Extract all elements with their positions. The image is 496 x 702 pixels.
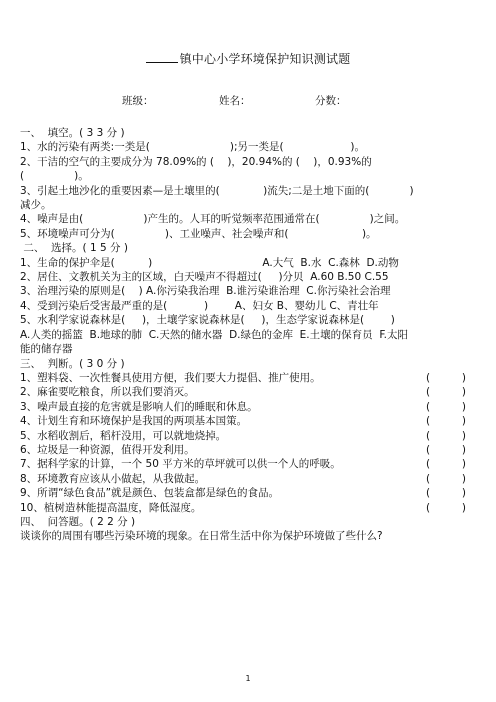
question-text: 2、居住、文教机关为主的区域，白天噪声不得超过( )分贝 A.60 B.50 C.55	[20, 271, 389, 284]
question-text: 2、干洁的空气的主要成分为 78.09%的 ( )，20.94%的 ( )，0.93%的	[20, 155, 372, 168]
statement-row	[20, 486, 480, 500]
worksheet-body	[20, 126, 480, 544]
question-text: 减少。	[20, 199, 52, 212]
statement-row	[20, 457, 480, 471]
statement-text: 8、环境教育应该从小做起，从我做起。	[20, 472, 206, 485]
name-label: 姓名：	[219, 95, 251, 107]
statement-text: 7、据科学家的计算，一个 50 平方米的草坪就可以供一个人的呼吸。	[20, 458, 341, 471]
statement-row	[20, 414, 480, 428]
statement-row	[20, 400, 480, 414]
statement-text: 2、麻雀要吃粮食，所以我们要消灭。	[20, 386, 195, 399]
section-heading: 一、 填空。( 3 3 分 )	[20, 127, 125, 139]
statement-text: 4、计划生育和环境保护是我国的两项基本国策。	[20, 415, 248, 428]
question-text: 5、环境噪声可分为( )、工业噪声、社会噪声和( )。	[20, 227, 377, 240]
question-text: 能的储存器	[20, 343, 73, 356]
score-label: 分数：	[315, 95, 347, 107]
statement-text: 9、所谓“绿色食品”就是颜色、包装盒都是绿色的食品。	[20, 487, 280, 500]
answer-parens: ( )	[426, 415, 466, 428]
section-heading: 三、 判断。( 3 0 分 )	[20, 357, 125, 370]
question-text: 谈谈你的周围有哪些污染环境的现象。在日常生活中你为保护环境做了些什么?	[20, 530, 383, 543]
answer-parens: ( )	[426, 400, 466, 413]
page-number: 1	[245, 674, 251, 683]
answer-parens: ( )	[426, 386, 466, 399]
answer-parens: ( )	[426, 487, 466, 500]
question-text: ( )。	[20, 170, 89, 183]
question-text: 5、水利学家说森林是( )，土壤学家说森林是( )，生态学家说森林是( )	[20, 314, 395, 327]
answer-parens: ( )	[426, 429, 466, 442]
statement-row	[20, 385, 480, 399]
question-text: 4、受到污染后受害最严重的是( ) A、妇女 B、婴幼儿 C、青壮年	[20, 299, 379, 312]
statement-text: 10、植树造林能提高温度，降低湿度。	[20, 501, 202, 514]
question-text: 3、引起土地沙化的重要因素—是土壤里的( )流失;二是土地下面的( )	[20, 184, 414, 197]
section-true-false	[20, 357, 480, 515]
statement-row	[20, 472, 480, 486]
statement-row	[20, 371, 480, 385]
section-fill-in	[20, 126, 480, 241]
statement-text: 5、水稻收割后，稻杆没用，可以就地烧掉。	[20, 429, 227, 442]
answer-parens: ( )	[426, 443, 466, 456]
section-short-answer	[20, 515, 480, 544]
answer-parens: ( )	[426, 458, 466, 471]
answer-parens: ( )	[426, 501, 466, 514]
class-label: 班级：	[122, 95, 154, 107]
section-choice	[20, 241, 480, 356]
page-title	[0, 50, 496, 67]
section-heading: 二、 选择。( 1 5 分 )	[20, 242, 128, 255]
statement-row	[20, 443, 480, 457]
answer-parens: ( )	[426, 371, 466, 384]
answer-parens: ( )	[426, 472, 466, 485]
statement-text: 1、塑料袋、一次性餐具使用方便，我们要大力提倡、推广使用。	[20, 371, 321, 384]
question-text: 1、水的污染有两类:一类是( );另一类是( )。	[20, 141, 365, 154]
title-blank	[146, 52, 178, 63]
section-heading: 四、 问答题。( 2 2 分 )	[20, 515, 136, 528]
statement-text: 3、噪声最直接的危害就是影响人们的睡眠和休息。	[20, 400, 258, 413]
question-text: 4、噪声是由( )产生的。人耳的听觉频率范围通常在( )之间。	[20, 213, 406, 226]
statement-row	[20, 429, 480, 443]
question-text: 1、生命的保护伞是( ) A.大气 B.水 C.森林 D.动物	[20, 256, 399, 269]
question-text: A.人类的摇篮 B.地球的肺 C.天然的储水器 D.绿色的金库 E.土壤的保育员 F.太阳	[20, 328, 409, 341]
question-text: 3、治理污染的原则是( ) A.你污染我治理 B.谁污染谁治理 C.你污染社会治理	[20, 285, 391, 298]
title-text: 镇中心小学环境保护知识测试题	[179, 52, 351, 66]
statement-row	[20, 501, 480, 515]
statement-text: 6、垃圾是一种资源，值得开发利用。	[20, 443, 195, 456]
